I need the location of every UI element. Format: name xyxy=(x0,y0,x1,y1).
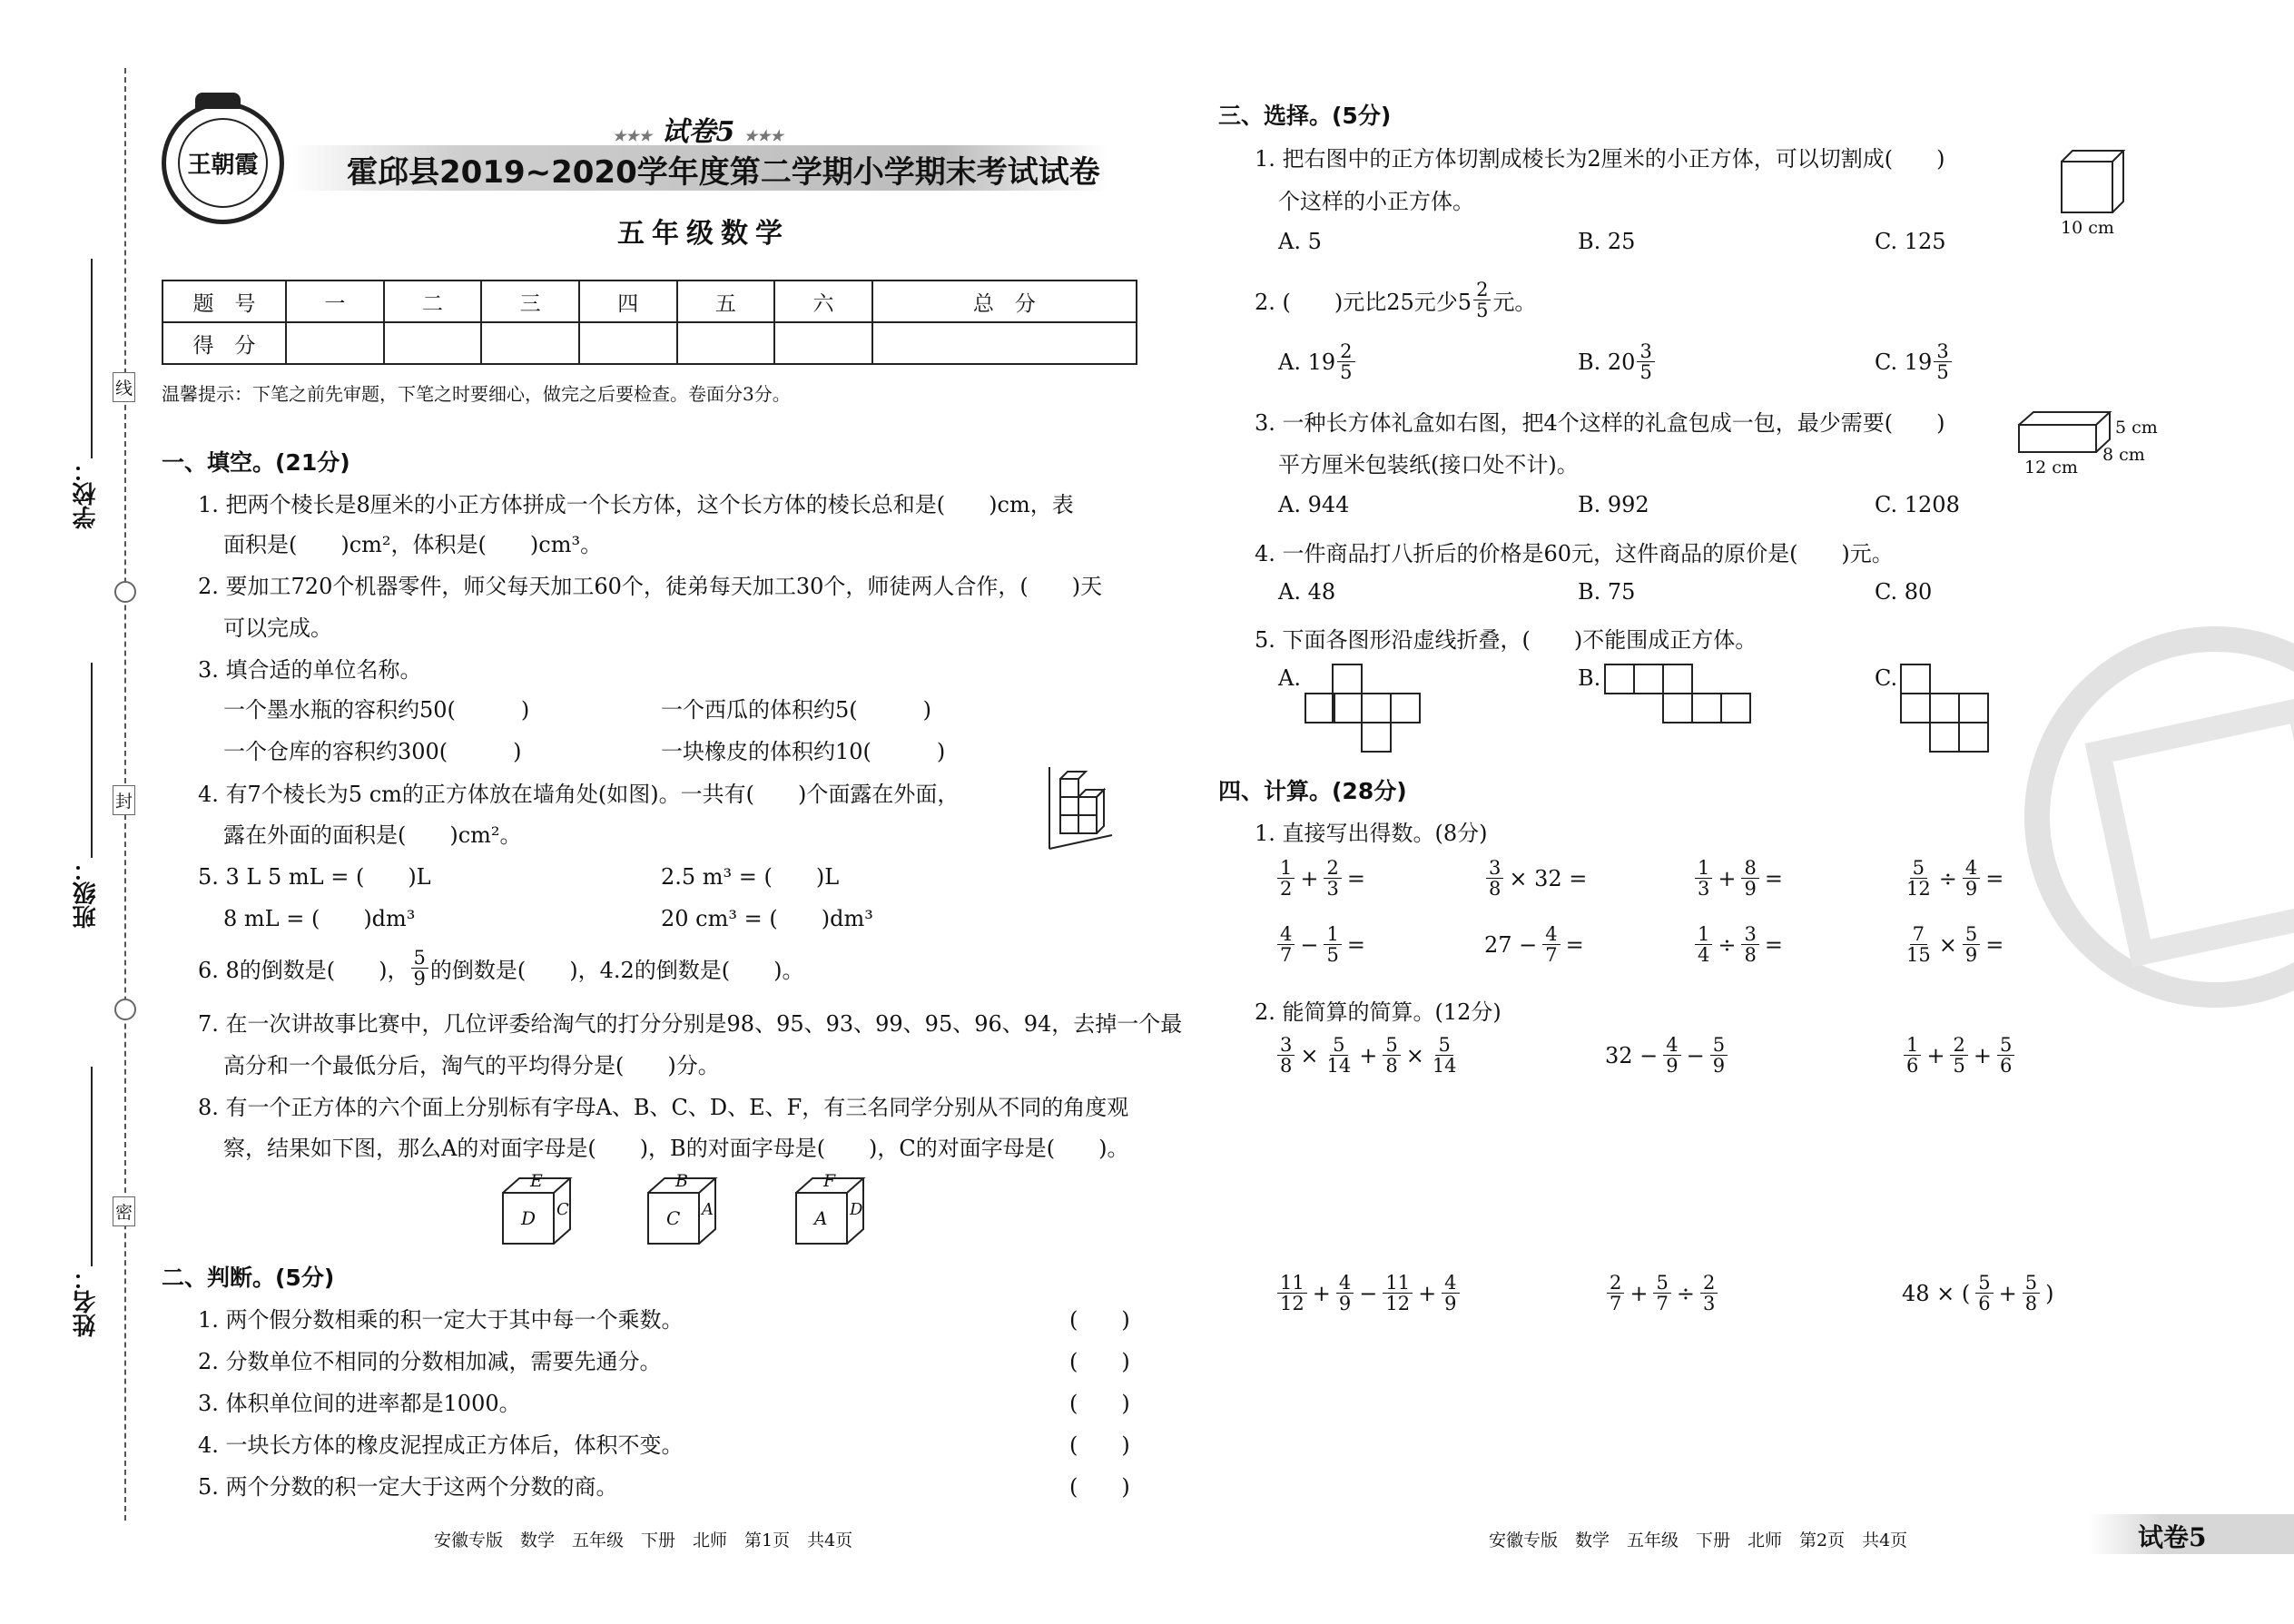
fraction xyxy=(1336,1273,1354,1314)
option[interactable] xyxy=(1578,341,1657,382)
cube-front-letter: D xyxy=(521,1207,537,1229)
paper-badge: ★★★ 试卷5 ★★★ xyxy=(613,116,783,148)
s3q4-text: 4. 一件商品打八折后的价格是60元，这件商品的原价是( )元。 xyxy=(1255,541,1894,566)
direct-calc xyxy=(1902,924,2004,965)
fraction-num: 5 xyxy=(1910,858,1927,879)
table-cell: 四 xyxy=(579,281,677,322)
q3-text: 3. 填合适的单位名称。 xyxy=(198,657,422,683)
cube-side-letter: A xyxy=(702,1200,714,1219)
math-symbol: + xyxy=(1418,1280,1437,1306)
answer-bracket[interactable]: ( ) xyxy=(1069,1474,1130,1500)
fraction-num: 5 xyxy=(1975,1273,1993,1294)
fraction-num: 5 xyxy=(2023,1273,2040,1294)
s3q1-line1: 1. 把右图中的正方体切割成棱长为2厘米的小正方体，可以切割成( ) xyxy=(1255,146,1945,172)
star-icon: ★★★ xyxy=(743,127,783,144)
fraction xyxy=(1741,924,1758,965)
cube-side-letter: C xyxy=(556,1200,569,1219)
simplify-calc xyxy=(1902,1035,2016,1076)
fraction-num: 5 xyxy=(1383,1035,1400,1056)
letter-cube xyxy=(794,1171,867,1249)
q6-text: 6. 8的倒数是( )， $\frac{5}{9}$ 的倒数是( )，4.2的倒数是( )。 xyxy=(198,947,804,990)
q1-line2: 面积是( )cm²，体积是( )cm³。 xyxy=(223,532,603,557)
name-label: 姓名： xyxy=(73,1266,100,1337)
score-input[interactable] xyxy=(774,322,872,364)
tip-text: 温馨提示：下笔之前先审题，下笔之时要细心，做完之后要检查。卷面分3分。 xyxy=(162,383,791,405)
ornament-icon xyxy=(114,999,136,1020)
fraction-num: 2 xyxy=(1700,1273,1718,1294)
simplify-calc xyxy=(1275,1273,1462,1314)
fraction-num: 11 xyxy=(1383,1273,1413,1294)
fraction xyxy=(1430,1035,1460,1076)
score-input[interactable] xyxy=(872,322,1137,364)
fraction xyxy=(1277,924,1295,965)
math-symbol: 32 − xyxy=(1605,1042,1659,1068)
fraction-den: 9 xyxy=(1444,1293,1457,1315)
fraction-den: 5 xyxy=(1936,361,1949,384)
math-symbol: × 32 = xyxy=(1509,865,1588,891)
exam-title: 霍邱县2019~2020学年度第二学期小学期末考试试卷 xyxy=(347,154,1100,191)
fraction xyxy=(1950,1035,1967,1076)
direct-calc xyxy=(1693,924,1783,965)
fraction-num: 1 xyxy=(1695,924,1712,945)
letter-cube xyxy=(501,1171,574,1249)
fraction: $\frac{5}{9}$ xyxy=(411,948,428,989)
fraction-den: 3 xyxy=(1698,878,1710,901)
option[interactable]: B. 75 xyxy=(1578,579,1636,605)
table-cell: 六 xyxy=(774,281,872,322)
direct-calc xyxy=(1484,858,1587,899)
answer-bracket[interactable]: ( ) xyxy=(1069,1349,1130,1374)
cube-dim-label: 10 cm xyxy=(2061,218,2114,238)
cube-side-letter: D xyxy=(850,1200,863,1219)
option-label: B. 20 xyxy=(1578,349,1636,375)
cube-top-letter: E xyxy=(530,1171,543,1191)
option[interactable]: C. 80 xyxy=(1875,579,1933,605)
fraction xyxy=(1963,858,1980,899)
judge-item: 5. 两个分数的积一定大于这两个分数的商。 xyxy=(198,1474,618,1500)
math-symbol: = xyxy=(1346,865,1365,891)
judge-item: 1. 两个假分数相乘的积一定大于其中每一个乘数。 xyxy=(198,1307,684,1333)
cube-top-letter: F xyxy=(823,1171,836,1191)
fraction-den: 12 xyxy=(1385,1293,1411,1315)
judge-item: 4. 一块长方体的橡皮泥捏成正方体后，体积不变。 xyxy=(198,1432,684,1458)
math-symbol: + xyxy=(1926,1042,1945,1068)
corner-cubes-figure xyxy=(1044,763,1117,853)
direct-calc xyxy=(1484,924,1584,965)
option[interactable] xyxy=(1875,341,1954,382)
q5-item: 5. 3 L 5 mL = ( )L xyxy=(198,864,431,890)
s3q3-line2: 平方厘米包装纸(接口处不计)。 xyxy=(1278,452,1579,477)
answer-bracket[interactable]: ( ) xyxy=(1069,1307,1130,1333)
table-cell: 总 分 xyxy=(872,281,1137,322)
q7-line1: 7. 在一次讲故事比赛中，几位评委给淘气的打分分别是98、95、93、99、95、96、94，去掉一个最 xyxy=(198,1011,1183,1037)
simplify-calc xyxy=(1275,1035,1462,1076)
fraction xyxy=(1663,1035,1680,1076)
fraction xyxy=(1486,858,1503,899)
fraction-num: 4 xyxy=(1963,858,1980,879)
fraction-den: 5 xyxy=(1639,361,1652,384)
crown-icon xyxy=(195,93,241,109)
fraction-den: 15 xyxy=(1906,944,1931,967)
fraction xyxy=(1904,1035,1921,1076)
option[interactable]: C. xyxy=(1875,665,1898,691)
q4-line1: 4. 有7个棱长为5 cm的正方体放在墙角处(如图)。一共有( )个面露在外面， xyxy=(198,782,960,807)
option[interactable]: B. 25 xyxy=(1578,229,1636,254)
option[interactable]: B. 992 xyxy=(1578,492,1649,517)
section4-title: 四、计算。(28分) xyxy=(1218,778,1407,804)
math-symbol: + xyxy=(1718,865,1737,891)
fraction-den: 14 xyxy=(1326,1055,1352,1078)
math-symbol: = xyxy=(1985,931,2004,958)
q3-item: 一个仓库的容积约300( ) xyxy=(223,739,522,764)
fraction-num: 3 xyxy=(1277,1035,1295,1056)
q8-line2: 察，结果如下图，那么A的对面字母是( )，B的对面字母是( )，C的对面字母是( )。 xyxy=(223,1136,1129,1161)
seal-mark-xian: 线 xyxy=(113,372,135,402)
score-input[interactable] xyxy=(579,322,677,364)
fraction-num: 8 xyxy=(1741,858,1758,879)
cube-front-letter: A xyxy=(814,1207,828,1229)
fraction xyxy=(1741,858,1758,899)
simplify-calc xyxy=(1605,1273,1719,1314)
math-symbol: + xyxy=(1973,1042,1992,1068)
school-label: 学校： xyxy=(73,458,100,529)
option[interactable]: A. 48 xyxy=(1278,579,1336,605)
fraction-den: 8 xyxy=(1385,1055,1398,1078)
fraction-den: 5 xyxy=(1326,944,1339,967)
fraction-den: 9 xyxy=(1338,1293,1352,1315)
direct-calc xyxy=(1275,858,1365,899)
logo-seal xyxy=(162,102,284,224)
score-input[interactable] xyxy=(286,322,384,364)
math-symbol: + xyxy=(1998,1280,2017,1306)
section1-title: 一、填空。(21分) xyxy=(162,449,350,476)
fraction-num: 5 xyxy=(1710,1035,1728,1056)
fraction xyxy=(1337,341,1354,382)
option[interactable]: A. 944 xyxy=(1278,492,1350,517)
fraction xyxy=(1383,1035,1400,1076)
score-table xyxy=(162,280,1137,365)
q3-item: 一块橡皮的体积约10( ) xyxy=(661,739,946,764)
option[interactable]: A. xyxy=(1278,665,1301,691)
cube-top-letter: B xyxy=(675,1171,688,1191)
fraction-num: 5 xyxy=(1963,924,1980,945)
fraction-num: 1 xyxy=(1324,924,1341,945)
math-symbol: ) xyxy=(2045,1280,2054,1306)
fraction xyxy=(1277,1035,1295,1076)
fraction-den: 9 xyxy=(1964,944,1978,967)
fraction xyxy=(1934,341,1951,382)
footer-left: 安徽专版 数学 五年级 下册 北师 第1页 共4页 xyxy=(434,1530,853,1550)
score-input[interactable] xyxy=(677,322,775,364)
table-cell: 三 xyxy=(481,281,579,322)
math-symbol: = xyxy=(1565,931,1584,958)
judge-item: 2. 分数单位不相同的分数相加减，需要先通分。 xyxy=(198,1349,662,1374)
section3-title: 三、选择。(5分) xyxy=(1218,103,1392,129)
fraction-den: 9 xyxy=(1744,878,1757,901)
fraction xyxy=(1695,858,1712,899)
fraction-den: 7 xyxy=(1656,1293,1669,1315)
fraction-num: 5 xyxy=(1997,1035,2014,1056)
fraction xyxy=(1710,1035,1728,1076)
fraction xyxy=(1324,858,1341,899)
fraction-den: 4 xyxy=(1698,944,1710,967)
fraction-num: 2 xyxy=(1607,1273,1624,1294)
math-symbol: + xyxy=(1359,1042,1378,1068)
fraction xyxy=(1700,1273,1718,1314)
fraction-den: 6 xyxy=(1978,1293,1991,1315)
s4-sub1: 1. 直接写出得数。(8分) xyxy=(1255,821,1488,846)
math-symbol: + xyxy=(1300,865,1319,891)
fraction-den: 7 xyxy=(1610,1293,1622,1315)
simplify-calc xyxy=(1902,1273,2054,1314)
math-symbol: ÷ xyxy=(1676,1280,1695,1306)
fraction-num: 7 xyxy=(1910,924,1927,945)
option[interactable]: A. 5 xyxy=(1278,229,1322,254)
school-line xyxy=(91,259,93,458)
ornament-icon xyxy=(114,581,136,603)
math-symbol: − xyxy=(1686,1042,1705,1068)
class-line xyxy=(91,663,93,858)
footer-right: 安徽专版 数学 五年级 下册 北师 第2页 共4页 xyxy=(1489,1530,1908,1550)
score-input[interactable] xyxy=(481,322,579,364)
cube-front-letter: C xyxy=(666,1207,681,1229)
fraction xyxy=(1542,924,1560,965)
q5-item: 20 cm³ = ( )dm³ xyxy=(661,906,873,931)
name-line xyxy=(91,1067,93,1266)
fraction-den: 2 xyxy=(1280,878,1293,901)
s3q2-text: 2. ( )元比25元少5 $\frac{2}{5}$ 元。 xyxy=(1255,279,1537,322)
fraction-num: 2 xyxy=(1324,858,1341,879)
fraction-num: 1 xyxy=(1904,1035,1921,1056)
fraction xyxy=(1653,1273,1670,1314)
table-row xyxy=(162,322,1137,364)
math-symbol: ÷ xyxy=(1938,865,1957,891)
math-symbol: 48 × ( xyxy=(1902,1280,1971,1306)
math-symbol: + xyxy=(1629,1280,1649,1306)
fraction: $\frac{2}{5}$ xyxy=(1473,280,1491,320)
fraction-den: 12 xyxy=(1280,1293,1305,1315)
class-label: 班级： xyxy=(73,858,100,929)
fraction-num: 4 xyxy=(1442,1273,1459,1294)
option-label: C. 19 xyxy=(1875,349,1933,375)
simplify-calc xyxy=(1605,1035,1729,1076)
fraction-num: 1 xyxy=(1277,858,1295,879)
fraction-num: 4 xyxy=(1542,924,1560,945)
fraction xyxy=(1324,924,1341,965)
q7-line2: 高分和一个最低分后，淘气的平均得分是( )分。 xyxy=(223,1053,720,1078)
q2-line1: 2. 要加工720个机器零件，师父每天加工60个，徒弟每天加工30个，师徒两人合作，( )天 xyxy=(198,574,1103,599)
fraction-den: 7 xyxy=(1280,944,1293,967)
fraction-num: 4 xyxy=(1663,1035,1680,1056)
math-symbol: − xyxy=(1359,1280,1378,1306)
fraction-den: 8 xyxy=(1744,944,1757,967)
fraction-den: 14 xyxy=(1432,1055,1457,1078)
fraction-den: 3 xyxy=(1326,878,1339,901)
cube-figure xyxy=(2056,145,2129,218)
math-symbol: × xyxy=(1300,1042,1319,1068)
option[interactable]: C. 125 xyxy=(1875,229,1946,254)
fraction xyxy=(1963,924,1980,965)
direct-calc xyxy=(1275,924,1365,965)
fraction xyxy=(1277,858,1295,899)
math-symbol: × xyxy=(1405,1042,1424,1068)
math-symbol: = xyxy=(1764,865,1783,891)
q4-line2: 露在外面的面积是( )cm²。 xyxy=(223,822,522,848)
math-symbol: = xyxy=(1985,865,2004,891)
fraction xyxy=(1607,1273,1624,1314)
fraction-den: 8 xyxy=(2024,1293,2038,1315)
footer-badge: 试卷5 xyxy=(2138,1522,2207,1552)
fraction-den: 8 xyxy=(1489,878,1501,901)
fraction xyxy=(1637,341,1654,382)
fraction-num: 3 xyxy=(1637,341,1654,362)
fraction-num: 2 xyxy=(1950,1035,1967,1056)
fraction xyxy=(1695,924,1712,965)
fraction xyxy=(1904,924,1934,965)
box-dim-label: 12 cm xyxy=(2024,458,2078,477)
fraction-num: 11 xyxy=(1277,1273,1307,1294)
fraction-den: 9 xyxy=(1964,878,1978,901)
fraction xyxy=(1277,1273,1307,1314)
table-cell: 二 xyxy=(384,281,482,322)
table-row xyxy=(162,281,1137,322)
s3q5-text: 5. 下面各图形沿虚线折叠，( )不能围成正方体。 xyxy=(1255,627,1757,653)
fraction-num: 3 xyxy=(1486,858,1503,879)
table-cell: 五 xyxy=(677,281,775,322)
fraction-den: 6 xyxy=(1906,1055,1919,1078)
math-symbol: = xyxy=(1764,931,1783,958)
fraction xyxy=(1997,1035,2014,1076)
section2-title: 二、判断。(5分) xyxy=(162,1265,335,1291)
s4-sub2: 2. 能简算的简算。(12分) xyxy=(1255,999,1501,1025)
q3-item: 一个西瓜的体积约5( ) xyxy=(661,697,931,723)
fraction-num: 5 xyxy=(1435,1035,1452,1056)
fraction xyxy=(1904,858,1934,899)
fraction xyxy=(1975,1273,1993,1314)
direct-calc xyxy=(1902,858,2004,899)
fraction-num: 5 xyxy=(1653,1273,1670,1294)
q5-item: 2.5 m³ = ( )L xyxy=(661,864,840,890)
net-figure-a xyxy=(1304,663,1422,753)
s3q3-line1: 3. 一种长方体礼盒如右图，把4个这样的礼盒包成一包，最少需要( ) xyxy=(1255,410,1945,436)
logo-text: 王朝霞 xyxy=(187,152,259,179)
box-dim-label: 8 cm xyxy=(2102,445,2145,465)
subject-title: 五年级数学 xyxy=(617,218,790,250)
math-symbol: 27 − xyxy=(1484,931,1538,958)
q1-line1: 1. 把两个棱长是8厘米的小正方体拼成一个长方体，这个长方体的棱长总和是( )cm，表 xyxy=(198,492,1074,517)
box-figure xyxy=(2015,407,2115,458)
option[interactable]: C. 1208 xyxy=(1875,492,1960,517)
math-symbol: ÷ xyxy=(1718,931,1737,958)
math-symbol: = xyxy=(1346,931,1365,958)
fraction-den: 7 xyxy=(1545,944,1558,967)
fraction-den: 12 xyxy=(1906,878,1931,901)
q8-line1: 8. 有一个正方体的六个面上分别标有字母A、B、C、D、E、F，有三名同学分别从不同的角度观 xyxy=(198,1095,1129,1120)
binding-margin xyxy=(0,0,154,1624)
fraction xyxy=(1324,1035,1354,1076)
letter-cube xyxy=(646,1171,719,1249)
q3-item: 一个墨水瓶的容积约50( ) xyxy=(223,697,530,723)
judge-item: 3. 体积单位间的进率都是1000。 xyxy=(198,1391,521,1416)
seal-mark-feng: 封 xyxy=(113,785,135,815)
table-cell: 一 xyxy=(286,281,384,322)
fraction-den: 5 xyxy=(1340,361,1353,384)
option-label: A. 19 xyxy=(1278,349,1336,375)
math-symbol: − xyxy=(1300,931,1319,958)
fraction-den: 5 xyxy=(1953,1055,1965,1078)
math-symbol: + xyxy=(1312,1280,1331,1306)
fraction-num: 1 xyxy=(1695,858,1712,879)
fraction-num: 4 xyxy=(1277,924,1295,945)
fraction-den: 3 xyxy=(1702,1293,1716,1315)
fraction xyxy=(1442,1273,1459,1314)
fraction xyxy=(2023,1273,2040,1314)
net-figure-b xyxy=(1603,663,1757,726)
box-dim-label: 5 cm xyxy=(2115,418,2158,438)
answer-bracket[interactable]: ( ) xyxy=(1069,1432,1130,1458)
q2-line2: 可以完成。 xyxy=(223,615,332,641)
net-figure-c xyxy=(1899,663,1999,753)
score-input[interactable] xyxy=(384,322,482,364)
table-cell: 得 分 xyxy=(162,322,286,364)
fraction-den: 9 xyxy=(1666,1055,1679,1078)
fraction-num: 4 xyxy=(1336,1273,1354,1294)
fraction-num: 5 xyxy=(1330,1035,1347,1056)
option[interactable] xyxy=(1278,341,1357,382)
math-symbol: × xyxy=(1938,931,1957,958)
table-cell: 题 号 xyxy=(162,281,286,322)
fraction-den: 9 xyxy=(1712,1055,1726,1078)
fraction-num: 2 xyxy=(1337,341,1354,362)
q5-item: 8 mL = ( )dm³ xyxy=(223,906,416,931)
s3q1-line2: 个这样的小正方体。 xyxy=(1278,189,1474,214)
fraction xyxy=(1383,1273,1413,1314)
seal-mark-mi: 密 xyxy=(113,1196,135,1226)
fraction-num: 3 xyxy=(1741,924,1758,945)
option[interactable]: B. xyxy=(1578,665,1601,691)
fraction-den: 8 xyxy=(1280,1055,1293,1078)
fraction-num: 3 xyxy=(1934,341,1951,362)
star-icon: ★★★ xyxy=(613,127,653,144)
fraction-den: 6 xyxy=(1999,1055,2013,1078)
answer-bracket[interactable]: ( ) xyxy=(1069,1391,1130,1416)
direct-calc xyxy=(1693,858,1783,899)
